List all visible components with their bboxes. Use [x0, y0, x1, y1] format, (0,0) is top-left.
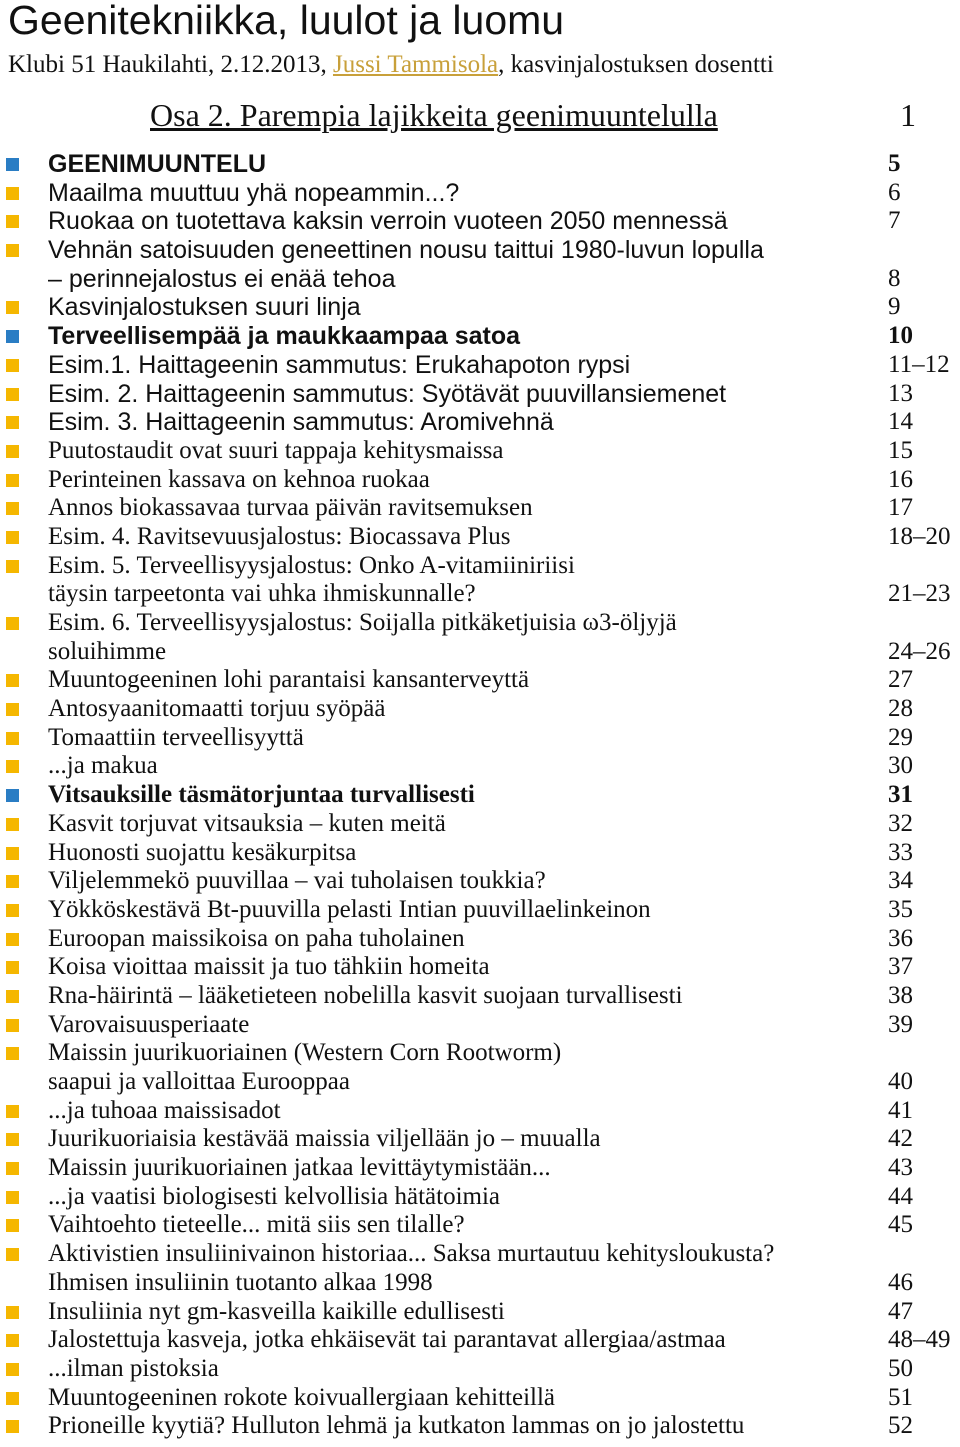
square-bullet-icon — [6, 1191, 19, 1204]
square-bullet-icon — [6, 301, 19, 314]
square-bullet-icon — [6, 474, 19, 487]
square-bullet-icon — [6, 416, 19, 429]
square-bullet-icon — [6, 760, 19, 773]
toc-entry — [0, 781, 960, 810]
toc-entry-page: 42 — [888, 1125, 913, 1153]
toc-entry-page: 10 — [888, 322, 913, 350]
author-link[interactable]: Jussi Tammisola — [332, 51, 499, 78]
toc-entry — [0, 523, 960, 552]
toc-entry — [0, 408, 960, 437]
toc-entry-title: Kasvinjalostuksen suuri linja — [48, 293, 361, 322]
toc-entry — [0, 1269, 960, 1298]
toc-entry-title: ...ja makua — [48, 752, 158, 780]
toc-entry-title: Esim. 5. Terveellisyysjalostus: Onko A-vitamiiniriisi — [48, 551, 575, 579]
square-bullet-icon — [6, 1392, 19, 1405]
square-bullet-icon — [6, 933, 19, 946]
toc-entry-page: 31 — [888, 781, 913, 809]
toc-entry-title: Huonosti suojattu kesäkurpitsa — [48, 838, 357, 866]
toc-entry-page: 39 — [888, 1010, 913, 1038]
toc-entry — [0, 1097, 960, 1126]
toc-entry-title: ...ja vaatisi biologisesti kelvollisia hätätoimia — [48, 1182, 501, 1210]
toc-entry-title: Rna-häirintä – lääketieteen nobelilla kasvit suojaan turvallisesti — [48, 981, 683, 1009]
document-title: Geenitekniikka, luulot ja luomu — [8, 0, 565, 43]
toc-entry-page: 35 — [888, 895, 913, 923]
toc-entry-page: 41 — [888, 1096, 913, 1124]
toc-entry — [0, 265, 960, 294]
toc-entry-page: 32 — [888, 809, 913, 837]
toc-entry — [0, 437, 960, 466]
square-bullet-icon — [6, 961, 19, 974]
toc-entry-page: 8 — [888, 264, 901, 292]
toc-entry-title: Insuliinia nyt gm-kasveilla kaikille edullisesti — [48, 1297, 505, 1325]
toc-entry — [0, 293, 960, 322]
square-bullet-blue-icon — [6, 158, 19, 171]
toc-entry-title: Antosyaanitomaatti torjuu syöpää — [48, 695, 386, 723]
toc-entry-page: 28 — [888, 695, 913, 723]
square-bullet-icon — [6, 502, 19, 515]
table-of-contents — [0, 150, 960, 1441]
toc-entry — [0, 494, 960, 523]
toc-entry-page: 36 — [888, 924, 913, 952]
square-bullet-icon — [6, 359, 19, 372]
toc-entry — [0, 810, 960, 839]
toc-entry-page: 44 — [888, 1182, 913, 1210]
toc-entry-title: Esim. 2. Haittageenin sammutus: Syötävät puuvillansiemenet — [48, 379, 727, 408]
toc-entry-page: 29 — [888, 723, 913, 751]
toc-entry-title: täysin tarpeetonta vai uhka ihmiskunnalle? — [48, 580, 476, 608]
square-bullet-icon — [6, 1019, 19, 1032]
toc-entry-title: GEENIMUUNTELU — [48, 150, 267, 178]
toc-entry-page: 16 — [888, 465, 913, 493]
toc-entry-page: 7 — [888, 207, 901, 235]
toc-entry-title: Maailma muuttuu yhä nopeammin...? — [48, 178, 460, 207]
toc-entry-page: 50 — [888, 1354, 913, 1382]
toc-entry-page: 30 — [888, 752, 913, 780]
toc-entry — [0, 1011, 960, 1040]
square-bullet-icon — [6, 875, 19, 888]
square-bullet-icon — [6, 531, 19, 544]
square-bullet-icon — [6, 617, 19, 630]
toc-entry-page: 24–26 — [888, 637, 951, 665]
toc-entry-title: Koisa vioittaa maissit ja tuo tähkiin homeita — [48, 953, 490, 981]
section-page-number: 1 — [900, 97, 916, 133]
toc-entry — [0, 236, 960, 265]
square-bullet-icon — [6, 187, 19, 200]
toc-entry-title: Puutostaudit ovat suuri tappaja kehitysmaissa — [48, 436, 504, 464]
toc-entry-title: Vitsauksille täsmätorjuntaa turvallisesti — [48, 781, 475, 809]
toc-entry — [0, 1125, 960, 1154]
toc-entry — [0, 1240, 960, 1269]
toc-entry-title: Juurikuoriaisia kestävää maissia viljellään jo – muualla — [48, 1125, 601, 1153]
square-bullet-icon — [6, 1363, 19, 1376]
square-bullet-icon — [6, 1248, 19, 1261]
toc-entry-page: 18–20 — [888, 522, 951, 550]
square-bullet-blue-icon — [6, 330, 19, 343]
toc-entry — [0, 552, 960, 581]
toc-entry — [0, 1183, 960, 1212]
square-bullet-icon — [6, 388, 19, 401]
toc-entry — [0, 839, 960, 868]
toc-entry-page: 46 — [888, 1268, 913, 1296]
square-bullet-icon — [6, 847, 19, 860]
toc-entry-title: Euroopan maissikoisa on paha tuholainen — [48, 924, 465, 952]
toc-entry — [0, 724, 960, 753]
square-bullet-icon — [6, 445, 19, 458]
toc-entry — [0, 925, 960, 954]
toc-entry-title: Jalostettuja kasveja, jotka ehkäisevät tai parantavat allergiaa/astmaa — [48, 1326, 726, 1354]
toc-entry-title: Ruokaa on tuotettava kaksin verroin vuoteen 2050 mennessä — [48, 207, 728, 236]
toc-entry-page: 48–49 — [888, 1326, 951, 1354]
square-bullet-icon — [6, 1219, 19, 1232]
square-bullet-icon — [6, 1047, 19, 1060]
byline-role: , kasvinjalostuksen dosentti — [498, 51, 774, 78]
toc-entry-title: Muuntogeeninen lohi parantaisi kansanterveyttä — [48, 666, 530, 694]
toc-entry-page: 37 — [888, 953, 913, 981]
square-bullet-icon — [6, 244, 19, 257]
toc-entry-page: 5 — [888, 150, 901, 177]
toc-entry-page: 21–23 — [888, 580, 951, 608]
byline-event: Klubi 51 Haukilahti, 2.12.2013, — [8, 51, 333, 78]
square-bullet-icon — [6, 674, 19, 687]
toc-entry-title: ...ja tuhoaa maissisadot — [48, 1096, 281, 1124]
toc-entry-page: 15 — [888, 436, 913, 464]
square-bullet-icon — [6, 1306, 19, 1319]
toc-entry-title: Terveellisempää ja maukkaampaa satoa — [48, 322, 521, 351]
toc-entry-page: 43 — [888, 1154, 913, 1182]
toc-entry-page: 40 — [888, 1068, 913, 1095]
toc-entry-title: Varovaisuusperiaate — [48, 1010, 250, 1038]
toc-entry-title: Vaihtoehto tieteelle... mitä siis sen tilalle? — [48, 1211, 465, 1239]
toc-entry — [0, 466, 960, 495]
section-heading — [150, 95, 920, 135]
toc-entry-title: ...ilman pistoksia — [48, 1354, 219, 1382]
square-bullet-icon — [6, 1334, 19, 1347]
toc-entry — [0, 1039, 960, 1068]
toc-entry-page: 17 — [888, 494, 913, 522]
toc-entry-title: soluihimme — [48, 637, 167, 665]
toc-entry-title: Perinteinen kassava on kehnoa ruokaa — [48, 465, 430, 493]
toc-entry-page: 27 — [888, 666, 913, 694]
toc-entry — [0, 207, 960, 236]
toc-entry — [0, 150, 960, 179]
toc-entry — [0, 609, 960, 638]
square-bullet-icon — [6, 703, 19, 716]
toc-entry — [0, 953, 960, 982]
toc-entry — [0, 322, 960, 351]
toc-entry — [0, 752, 960, 781]
byline — [8, 50, 774, 80]
toc-entry-page: 45 — [888, 1211, 913, 1239]
toc-entry-page: 52 — [888, 1412, 913, 1440]
toc-entry — [0, 580, 960, 609]
toc-entry-title: Esim. 6. Terveellisyysjalostus: Soijalla pitkäketjuisia ω3-öljyjä — [48, 609, 677, 636]
toc-entry — [0, 867, 960, 896]
toc-entry-title: Esim.1. Haittageenin sammutus: Erukahapoton rypsi — [48, 350, 631, 379]
toc-entry — [0, 982, 960, 1011]
toc-entry — [0, 1211, 960, 1240]
toc-entry-title: Maissin juurikuoriainen (Western Corn Rootworm) — [48, 1039, 562, 1067]
square-bullet-icon — [6, 818, 19, 831]
section-title: Osa 2. Parempia lajikkeita geenimuuntelulla — [150, 97, 718, 133]
toc-entry-title: Annos biokassavaa turvaa päivän ravitsemuksen — [48, 494, 533, 522]
toc-entry — [0, 1355, 960, 1384]
toc-entry-page: 11–12 — [888, 350, 950, 378]
toc-entry-title: Vehnän satoisuuden geneettinen nousu taittui 1980-luvun lopulla — [48, 236, 764, 265]
toc-entry — [0, 1298, 960, 1327]
square-bullet-icon — [6, 990, 19, 1003]
toc-entry-title: Tomaattiin terveellisyyttä — [48, 723, 304, 751]
square-bullet-icon — [6, 732, 19, 745]
toc-entry — [0, 896, 960, 925]
toc-entry-title: Muuntogeeninen rokote koivuallergiaan kehitteillä — [48, 1383, 556, 1411]
square-bullet-icon — [6, 215, 19, 228]
toc-entry-page: 6 — [888, 178, 901, 206]
toc-entry — [0, 179, 960, 208]
toc-entry-title: Prioneille kyytiä? Hulluton lehmä ja kutkaton lammas on jo jalostettu — [48, 1412, 745, 1440]
toc-entry-title: Kasvit torjuvat vitsauksia – kuten meitä — [48, 809, 446, 837]
square-bullet-blue-icon — [6, 789, 19, 802]
toc-entry-title: Maissin juurikuoriainen jatkaa levittäytymistään... — [48, 1154, 551, 1182]
square-bullet-icon — [6, 904, 19, 917]
toc-entry-page: 9 — [888, 293, 901, 321]
toc-entry — [0, 1384, 960, 1413]
toc-entry-title: Esim. 3. Haittageenin sammutus: Aromivehnä — [48, 408, 554, 437]
toc-entry-title: saapui ja valloittaa Eurooppaa — [48, 1068, 350, 1095]
square-bullet-icon — [6, 1133, 19, 1146]
toc-entry-title: Viljelemmekö puuvillaa – vai tuholaisen toukkia? — [48, 867, 546, 895]
toc-entry — [0, 351, 960, 380]
toc-entry — [0, 638, 960, 667]
square-bullet-icon — [6, 1105, 19, 1118]
toc-entry — [0, 1326, 960, 1355]
toc-entry — [0, 666, 960, 695]
square-bullet-icon — [6, 1162, 19, 1175]
toc-entry-page: 38 — [888, 981, 913, 1009]
toc-entry — [0, 1068, 960, 1097]
toc-entry — [0, 1154, 960, 1183]
toc-entry-page: 51 — [888, 1383, 913, 1411]
toc-entry-page: 13 — [888, 379, 913, 407]
toc-entry-title: Esim. 4. Ravitsevuusjalostus: Biocassava Plus — [48, 522, 511, 550]
toc-entry — [0, 1412, 960, 1441]
square-bullet-icon — [6, 560, 19, 573]
square-bullet-icon — [6, 1420, 19, 1433]
toc-entry-title: Yökköskestävä Bt-puuvilla pelasti Intian puuvillaelinkeinon — [48, 895, 651, 923]
toc-entry-title: Ihmisen insuliinin tuotanto alkaa 1998 — [48, 1268, 433, 1296]
toc-entry — [0, 380, 960, 409]
toc-entry-title: – perinnejalostus ei enää tehoa — [48, 264, 396, 293]
toc-entry-page: 47 — [888, 1297, 913, 1325]
toc-entry — [0, 695, 960, 724]
toc-entry-page: 14 — [888, 408, 913, 436]
toc-entry-title: Aktivistien insuliinivainon historiaa... Saksa murtautuu kehitysloukusta? — [48, 1240, 775, 1268]
toc-entry-page: 34 — [888, 867, 913, 895]
toc-entry-page: 33 — [888, 838, 913, 866]
